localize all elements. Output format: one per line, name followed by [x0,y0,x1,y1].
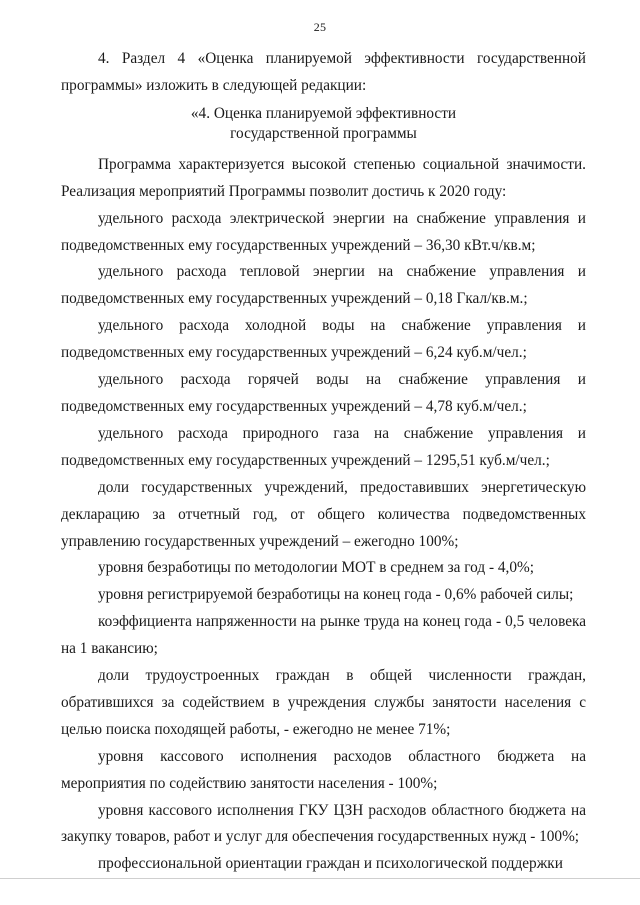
paragraph-registered-unemployment: уровня регистрируемой безработицы на конец года - 0,6% рабочей силы; [98,586,574,604]
page-bottom-rule [0,878,640,879]
paragraph-budget-execution: уровня кассового исполнения расходов областного бюджета на мероприятия по содействию занятости населения - 100%; [61,747,586,792]
section-heading-line-1: «4. Оценка планируемой эффективности [190,104,457,122]
paragraph-gku-budget-execution: уровня кассового исполнения ГКУ ЦЗН расходов областного бюджета на закупку товаров, работ и услуг для обеспечения государственных нужд - 100%; [61,801,586,846]
paragraph-labor-tension: коэффициента напряженности на рынке труда на конец года - 0,5 человека на 1 вакансию; [61,613,586,658]
paragraph-natural-gas: удельного расхода природного газа на снабжение управления и подведомственных ему государственных учреждений – 1295,51 куб.м/чел.; [61,424,586,469]
section-heading-line-2: государственной программы [230,124,417,142]
paragraph-energy-declaration: доли государственных учреждений, предоставивших энергетическую декларацию за отчетный год, от общего количества подведомственных управлению государственных учреждений – ежегодно 100%; [61,478,586,550]
paragraph-section-edit: 4. Раздел 4 «Оценка планируемой эффективности государственной программы» изложить в следующей редакции: [61,50,586,94]
page-number: 25 [313,20,327,34]
paragraph-hot-water: удельного расхода горячей воды на снабжение управления и подведомственных ему государственных учреждений – 4,78 куб.м/чел.; [61,371,586,415]
paragraph-unemployment-ilo: уровня безработицы по методологии МОТ в среднем за год - 4,0%; [98,559,534,577]
paragraph-employed-share: доли трудоустроенных граждан в общей численности граждан, обратившихся за содействием в учреждения службы занятости населения с целью поиска походящей работы, - ежегодно не менее 71%; [61,667,586,738]
paragraph-vocational-guidance: профессиональной ориентации граждан и психологической поддержки [98,855,563,873]
paragraph-electric-energy: удельного расхода электрической энергии на снабжение управления и подведомственных ему государственных учреждений – 36,30 кВт.ч/кв.м; [61,209,586,254]
section-heading [61,104,586,144]
paragraph-intro: Программа характеризуется высокой степенью социальной значимости. Реализация мероприятий Программы позволит достичь к 2020 году: [61,155,586,200]
paragraph-cold-water: удельного расхода холодной воды на снабжение управления и подведомственных ему государственных учреждений – 6,24 куб.м/чел.; [61,317,586,362]
document-body [61,46,586,878]
paragraph-heat-energy: удельного расхода тепловой энергии на снабжение управления и подведомственных ему государственных учреждений – 0,18 Гкал/кв.м.; [61,263,586,308]
